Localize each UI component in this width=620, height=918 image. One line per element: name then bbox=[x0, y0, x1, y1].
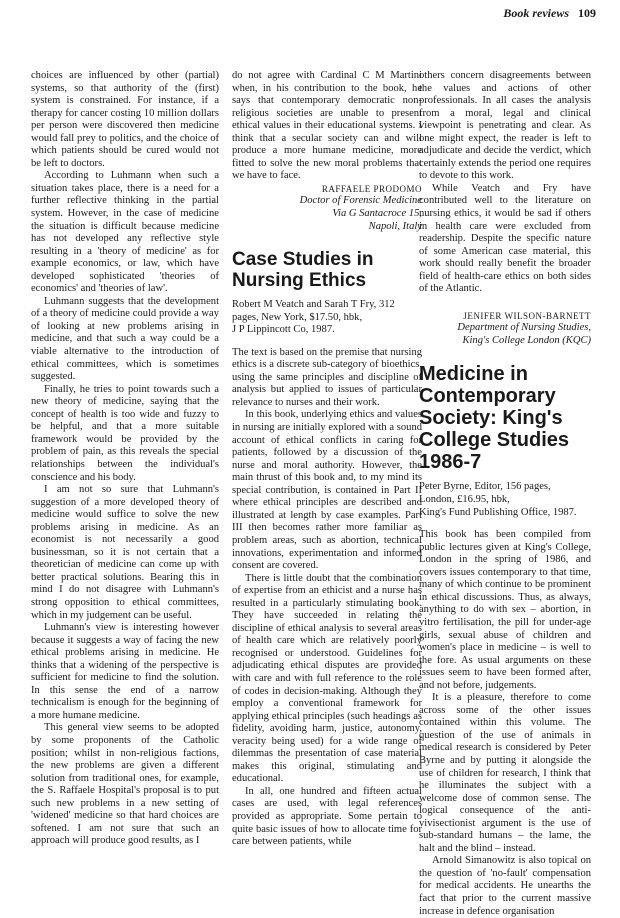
paragraph: The text is based on the premise that nursing ethics is a discrete sub-category of bioethics, using the same principles and discipline of analysis but applied to issues of particular relevance to nurses and their work. bbox=[232, 346, 422, 408]
book-title: Case Studies in Nursing Ethics bbox=[232, 249, 374, 292]
reviewer-name: RAFFAELE PRODOMO bbox=[321, 183, 422, 194]
paragraph: This general view seems to be adopted by some proponents of the Catholic position; whilst in non-religious factions, the new problems are given a different solution from traditional ones, for example, the S. Raffaele Hospital's proposal is to put such new problems in a new setting of 'widened' medicine so that hard choices are softened. I am not sure that such an approach will produce good results, as I bbox=[31, 722, 219, 847]
paragraph: In all, one hundred and fifteen actual cases are used, with legal references provided as appropriate. Some pertain to quite basic issues of how to allocate time for care between patients, while bbox=[232, 785, 422, 848]
reviewer-affiliation: Doctor of Forensic Medicine bbox=[299, 195, 422, 207]
biblio-line: Robert M Veatch and Sarah T Fry, 312 bbox=[232, 299, 395, 311]
paragraph: others concern disagreements between the values and actions of other professionals. In all cases the analysis from a moral, legal and clinical viewpoint is penetrating and clear. As one might expect, the reader is left to adjudicate and decide the verdict, which certainly extends the period one requires to devote to this work. bbox=[419, 70, 591, 182]
reviewer-affiliation: Department of Nursing Studies, bbox=[457, 322, 591, 334]
book-title: Medicine in Contemporary Society: King's College Studies 1986-7 bbox=[419, 363, 570, 474]
paragraph: Luhmann's view is interesting however because it suggests a way of facing the new ethical problems arising in medicine. He thinks that a widening of the perspective is sufficient for medicine to find the solution. In this sense the end of a narrow technicalism is enough for the beginning of a more humane medicine. bbox=[31, 622, 219, 721]
paragraph: It is a pleasure, therefore to come across some of the other issues contained within this volume. The question of the use of animals in medical research is considered by Peter Byrne and by putting it alongside the use of children for research, I think that he illuminates the subject with a welcome dose of common sense. The logical consequence of the anti-vivisectionist argument is the use of sub-standard humans – the lame, the halt and the blind – instead. bbox=[419, 692, 591, 854]
reviewer-signature bbox=[419, 310, 591, 348]
reviewer-signature bbox=[232, 183, 422, 233]
bibliographic-info bbox=[232, 299, 422, 337]
biblio-line: King's Fund Publishing Office, 1987. bbox=[419, 506, 577, 518]
biblio-line: Peter Byrne, Editor, 156 pages, bbox=[419, 481, 551, 493]
section-title: Book reviews bbox=[503, 6, 569, 20]
paragraph: This book has been compiled from public lectures given at King's College, London in the spring of 1986, and covers issues contemporary to that time, many of which continue to be prominent in ethical discussions. Thus, as always, anything to do with sex – abortion, in vitro fertilisation, the pill for under-age girls, sexual abuse of children and women's place in medicine – is well to the fore. As usual arguments on these issues seem to have been formed after, and not before, judgements. bbox=[419, 529, 591, 691]
running-header bbox=[503, 6, 596, 21]
paragraph: According to Luhmann when such a situation takes place, there is a need for a further reflective thinking in the partial system. However, in the case of medicine the situation is difficult because medicine has not developed any reflective style resulting in a 'theory of medicine' as for example economics, or law, which have developed sophisticated 'theories of economics' and 'theories of law'. bbox=[31, 170, 219, 295]
paragraph: In this book, underlying ethics and values in nursing are initially explored with a sound account of ethical conflicts in caring for patients, followed by a discussion of the nurse and moral authority. However, the main thrust of this book and, to my mind its special contribution, is contained in Part II where ethical principles are described and illustrated at length by case examples. Part III then becomes rather more familiar as problem areas, such as abortion, technical innovations, experimentation and informed consent are covered. bbox=[232, 409, 422, 572]
paragraph: Arnold Simanowitz is also topical on the question of 'no-fault' compensation for medical accidents. He unearths the fact that prior to the current massive increase in defence organisation bbox=[419, 855, 591, 917]
column-1 bbox=[31, 70, 219, 848]
biblio-line: pages, New York, $17.50, hbk, bbox=[232, 311, 363, 323]
paragraph: Luhmann suggests that the development of a theory of medicine could provide a way of looking at new problems arising in medicine, and that such a way could be a viable alternative to the introduction of ethical committees, which is sometimes suggested. bbox=[31, 295, 219, 383]
paragraph: choices are influenced by other (partial) systems, so that authority of the (first) system is constrained. For instance, if a therapy for cancer costing 10 million dollars per person were discovered then medicine would fall prey to politics, and the choice of which patients should be cured would not be left to doctors. bbox=[31, 70, 219, 169]
page-number: 109 bbox=[578, 6, 596, 20]
paragraph: While Veatch and Fry have contributed well to the literature on nursing ethics, it would be sad if others in health care were excluded from readership. Despite the specific nature of some American case material, this work should really benefit the broader field of health-care ethics on both sides of the Atlantic. bbox=[419, 182, 591, 295]
paragraph: There is little doubt that the combination of expertise from an ethicist and a nurse has resulted in a particularly stimulating book. They have succeeded in relating the discipline of ethical analysis to several areas of health care which are relatively poorly recognised or understood. Guidelines for adjudicating ethical disputes are provided with care and with full reference to the role of codes in decision-making. Although they employ a conventional framework for applying ethical principles (such headings as fidelity, avoiding harm, justice, autonomy, veracity being used) for a wide range of dilemmas the presentation of case material makes this original, stimulating and educational. bbox=[232, 572, 422, 785]
reviewer-city: Napoli, Italy bbox=[368, 220, 422, 232]
paragraph: I am not so sure that Luhmann's suggestion of a more developed theory of medicine would suffice to solve the new problems arising in medicine. As an economist is not necessarily a good businessman, so it is not certain that a theoretician of medicine can come up with better practical solutions. Bearing this in mind I do not disagree with Luhmann's strong opposition to ethical committees, which in my judgement can be useful. bbox=[31, 484, 219, 621]
column-2 bbox=[232, 70, 422, 849]
biblio-line: J P Lippincott Co, 1987. bbox=[232, 324, 335, 336]
reviewer-address: Via G Santacroce 15, bbox=[332, 208, 422, 220]
reviewer-name: JENIFER WILSON-BARNETT bbox=[463, 310, 591, 321]
bibliographic-info bbox=[419, 481, 591, 519]
column-3 bbox=[419, 70, 591, 918]
biblio-line: London, £16.95, hbk, bbox=[419, 494, 510, 506]
reviewer-institution: King's College London (KQC) bbox=[462, 334, 591, 346]
paragraph: Finally, he tries to point towards such a new theory of medicine, saying that the concept of health is too wide and fuzzy to be helpful, and that a more suitable framework would be provided by the problem of pain, as this reveals the special relationships between the individual's conscience and his body. bbox=[31, 383, 219, 483]
paragraph: do not agree with Cardinal C M Martini when, in his contribution to the book, he says that contemporary democratic non-religious societies are unable to present ethical values in their educational systems. I think that a secular society can and will produce a more humane medicine, more fitted to solve the new moral problems that we have to face. bbox=[232, 70, 422, 182]
